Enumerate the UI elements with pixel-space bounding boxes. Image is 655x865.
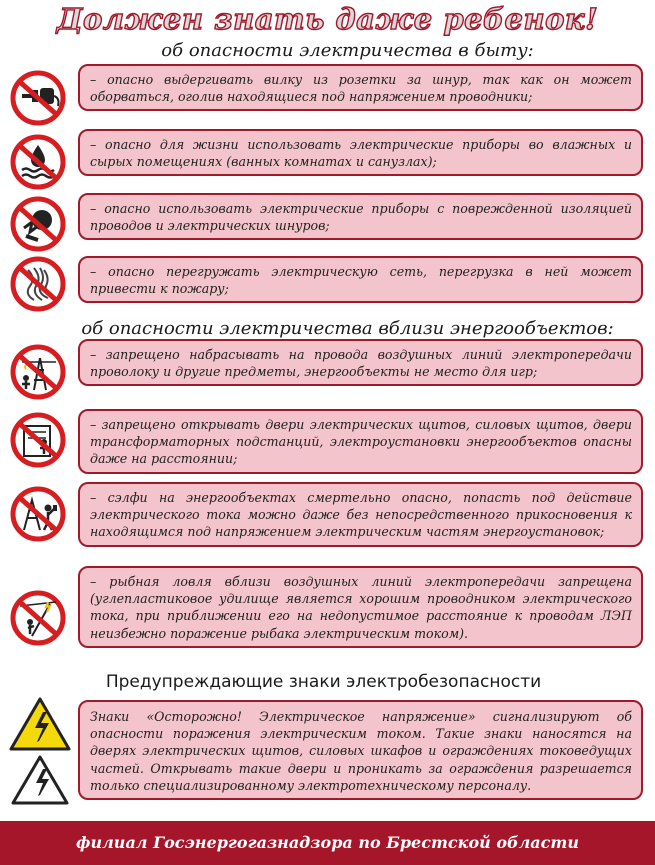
section-heading-energy: об опасности электричества вблизи энергообъектов: [81, 318, 614, 339]
page-title: Должен знать даже ребенок! [56, 2, 599, 36]
signs-text: Знаки «Осторожно! Электрическое напряжение» сигнализируют об опасности поражения электрическим током. Такие знаки наносятся на дверях электрических щитов, силовых шкафов и ограждениях токоведущих частей. Открывать такие двери и проникать за ограждения разрешается только специализированному электротехническому персоналу. [90, 709, 632, 793]
throwing-wire-on-powerline-prohibited-icon [10, 344, 66, 400]
unplug-by-cord-prohibited-icon [10, 70, 66, 126]
warning-text: – опасно перегружать электрическую сеть, перегрузка в ней может привести к пожару; [90, 264, 632, 297]
warning-card [78, 129, 643, 176]
warning-text: – опасно для жизни использовать электрические приборы во влажных и сырых помещениях (ванных комнатах и санузлах); [90, 137, 632, 170]
warning-text: – рыбная ловля вблизи воздушных линий электропередачи запрещена (углепластиковое удилище является хорошим проводником электрического тока, при приближении его на недопустимое расстояние к проводам ЛЭП неизбежно поражение рыбака электрическим током). [90, 574, 632, 641]
warning-text: – сэлфи на энергообъектах смертельно опасно, попасть под действие электрического тока можно даже без непосредственного прикосновения к находящимся под напряжением электрическим частям энергоустановок; [90, 490, 632, 540]
warning-card [78, 256, 643, 303]
warning-card [78, 64, 643, 111]
warning-text: – запрещено набрасывать на провода воздушных линий электропередачи проволоку и другие предметы, энергообъекты не место для игр; [90, 347, 632, 380]
section-heading-signs: Предупреждающие знаки электробезопасности [105, 672, 542, 692]
signs-info-card [78, 700, 643, 800]
footer-banner: филиал Госэнергогазнадзора по Брестской области [0, 821, 655, 865]
warning-text: – опасно использовать электрические приборы с поврежденной изоляцией проводов и электрических шнуров; [90, 201, 632, 234]
opening-electrical-panel-prohibited-icon [10, 412, 66, 468]
section-heading-home: об опасности электричества в быту: [161, 40, 534, 61]
warning-card [78, 339, 643, 386]
warning-card [78, 566, 643, 648]
selfie-on-energy-object-prohibited-icon [10, 486, 66, 542]
overload-network-prohibited-icon [10, 256, 66, 312]
damaged-insulation-prohibited-icon [10, 196, 66, 252]
wet-appliance-prohibited-icon [10, 134, 66, 190]
warning-card [78, 482, 643, 547]
warning-text: – опасно выдергивать вилку из розетки за шнур, так как он может оборваться, оголив находящиеся под напряжением проводники; [90, 72, 632, 105]
warning-text: – запрещено открывать двери электрических щитов, силовых щитов, двери трансформаторных подстанций, электроустановки энергообъектов опасны даже на расстоянии; [90, 417, 632, 467]
high-voltage-warning-sign-outline-icon [10, 754, 70, 806]
warning-card [78, 409, 643, 474]
fishing-near-powerline-prohibited-icon [10, 590, 66, 646]
high-voltage-warning-sign-icon [8, 696, 72, 752]
warning-card [78, 193, 643, 240]
